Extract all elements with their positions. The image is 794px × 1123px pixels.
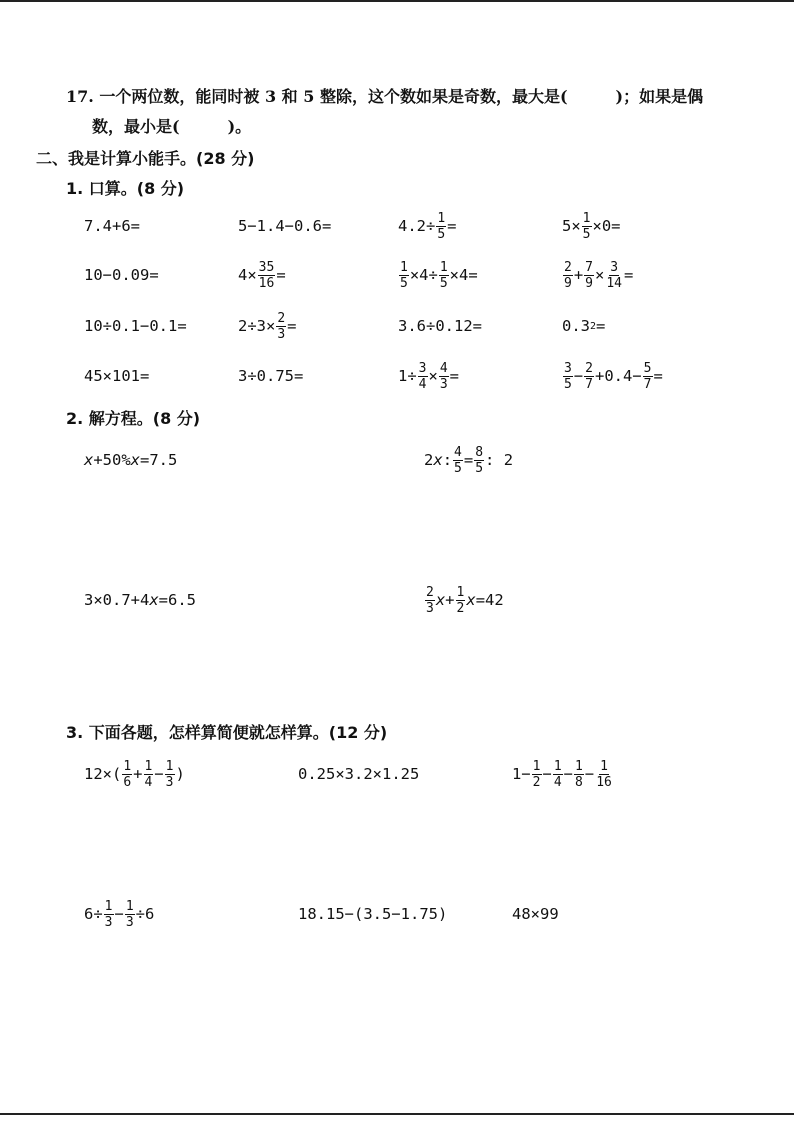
equation-3: 3×0.7+4 x =6.5 — [84, 591, 196, 609]
mental-math-1-1: 7.4+6= — [84, 217, 140, 235]
mental-math-3-4: 0.3 2 = — [562, 317, 606, 335]
mental-math-3-1: 10÷0.1−0.1= — [84, 317, 187, 335]
mental-math-4-2: 3÷0.75= — [238, 367, 304, 385]
mental-math-2-3: $\frac{1}{5}$ ×4÷ $\frac{1}{5}$ ×4= — [400, 259, 478, 291]
mental-math-2-2: 4× $\frac{35}{16}$ = — [238, 259, 286, 291]
part-2-title: 2. 解方程。(8 分) — [66, 409, 201, 428]
part-1-title: 1. 口算。(8 分) — [66, 179, 185, 198]
simplify-2: 0.25×3.2×1.25 — [298, 765, 420, 783]
simplify-5: 18.15−(3.5−1.75) — [298, 905, 448, 923]
mental-math-1-3: 4.2÷ $\frac{1}{5}$ = — [398, 210, 457, 242]
mental-math-4-3: 1÷ $\frac{3}{4}$ × $\frac{4}{3}$ = — [398, 360, 460, 392]
section-2-title: 二、我是计算小能手。(28 分) — [36, 149, 255, 168]
equation-1: x +50% x =7.5 — [84, 451, 178, 469]
equation-4: $\frac{2}{3}$ x + $\frac{1}{2}$ x =42 — [426, 584, 504, 616]
question-17-line1: 17. 一个两位数，能同时被 3 和 5 整除，这个数如果是奇数，最大是( )；如果是偶 — [66, 87, 704, 106]
simplify-6: 48×99 — [512, 905, 559, 923]
mental-math-2-1: 10−0.09= — [84, 266, 159, 284]
mental-math-3-3: 3.6÷0.12= — [398, 317, 482, 335]
top-border — [0, 0, 794, 2]
mental-math-4-1: 45×101= — [84, 367, 150, 385]
mental-math-2-4: $\frac{2}{9}$ + $\frac{7}{9}$ × $\frac{3}{14}$ = — [564, 259, 634, 291]
question-17-line2: 数，最小是( )。 — [92, 117, 252, 136]
part-3-title: 3. 下面各题，怎样算简便就怎样算。(12 分) — [66, 723, 388, 742]
mental-math-3-2: 2÷3× $\frac{2}{3}$ = — [238, 310, 297, 342]
simplify-3: 1− $\frac{1}{2}$ − $\frac{1}{4}$ − $\frac{1}{8}$ − $\frac{1}{16}$ — [512, 758, 612, 790]
bottom-border — [0, 1113, 794, 1115]
equation-2: 2 x : $\frac{4}{5}$ = $\frac{8}{5}$ : 2 — [424, 444, 514, 476]
mental-math-1-2: 5−1.4−0.6= — [238, 217, 332, 235]
mental-math-4-4: $\frac{3}{5}$ − $\frac{2}{7}$ +0.4− $\frac{5}{7}$ = — [564, 360, 663, 392]
simplify-1: 12×( $\frac{1}{6}$ + $\frac{1}{4}$ − $\frac{1}{3}$ ) — [84, 758, 185, 790]
mental-math-1-4: 5× $\frac{1}{5}$ ×0= — [562, 210, 621, 242]
simplify-4: 6÷ $\frac{1}{3}$ − $\frac{1}{3}$ ÷6 — [84, 898, 155, 930]
